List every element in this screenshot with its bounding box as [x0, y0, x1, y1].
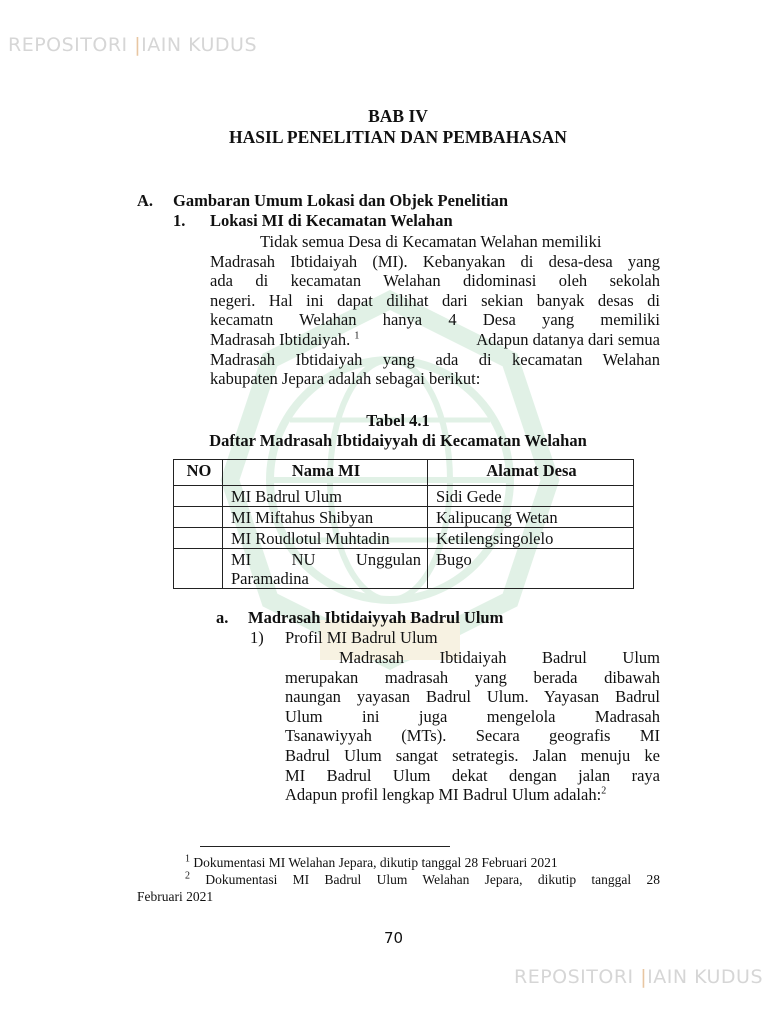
watermark-text: IAIN KUDUS: [141, 34, 258, 56]
section-title: Gambaran Umum Lokasi dan Objek Penelitian: [173, 191, 509, 210]
cell-nama: MI Roudlotul Muhtadin: [223, 528, 428, 549]
paragraph-line: [285, 785, 660, 805]
cell-alamat: Bugo: [428, 549, 634, 589]
paragraph-line: Madrasah Ibtidaiyah yang ada di kecamatan Welahan: [210, 349, 660, 369]
footnote-number: 2: [185, 870, 190, 882]
table-row: [174, 549, 634, 589]
subsection-title: Madrasah Ibtidaiyyah Badrul Ulum: [248, 608, 504, 627]
watermark-separator: |: [640, 966, 648, 988]
paragraph-line: Tidak semua Desa di Kecamatan Welahan memiliki: [260, 232, 602, 251]
item-marker: 1): [250, 628, 264, 647]
item-title: Profil MI Badrul Ulum: [285, 628, 438, 647]
paragraph-line: MI Badrul Ulum dekat dengan jalan raya: [285, 765, 660, 785]
paragraph-line: naungan yayasan Badrul Ulum. Yayasan Badrul: [285, 687, 660, 707]
chapter-heading: [0, 106, 768, 148]
paragraph-profile: [285, 648, 660, 805]
paragraph-line: merupakan madrasah yang berada dibawah: [285, 667, 660, 687]
table-row: [174, 486, 634, 507]
table-title: Daftar Madrasah Ibtidaiyyah di Kecamatan Welahan: [209, 431, 587, 450]
subsection-marker: a.: [216, 608, 229, 627]
madrasah-table: [173, 459, 634, 589]
cell-alamat: Ketilengsingolelo: [428, 528, 634, 549]
watermark-text: REPOSITORI: [8, 34, 128, 56]
paragraph-line: negeri. Hal ini dapat dilihat dari sekian banyak desas di: [210, 290, 660, 310]
paragraph-line: Madrasah Ibtidaiyah Badrul Ulum: [339, 648, 660, 667]
watermark-text: IAIN KUDUS: [647, 966, 764, 988]
footnote-text: Dokumentasi MI Badrul Ulum Welahan Jepara, dikutip tanggal 28: [205, 872, 661, 887]
footnote: [185, 854, 558, 871]
cell-nama: MI Badrul Ulum: [223, 486, 428, 507]
cell-no: [174, 486, 223, 507]
watermark-text: REPOSITORI: [514, 966, 634, 988]
paragraph-line: Ulum ini juga mengelola Madrasah: [285, 706, 660, 726]
paragraph-text: Madrasah Ibtidaiyah.: [210, 329, 351, 349]
column-header-no: NO: [174, 460, 223, 486]
table-row: [174, 528, 634, 549]
cell-no: [174, 507, 223, 528]
footnote-ref: 2: [601, 785, 607, 797]
footnote-ref: 1: [354, 330, 360, 342]
cell-no: [174, 549, 223, 589]
paragraph-line: ada di kecamatan Welahan didominasi oleh sekolah: [210, 271, 660, 291]
footnote-separator: [200, 846, 450, 847]
watermark-separator: |: [134, 34, 142, 56]
subsection-title: Lokasi MI di Kecamatan Welahan: [210, 211, 453, 230]
paragraph-line: kabupaten Jepara adalah sebagai berikut:: [210, 369, 481, 389]
paragraph-text: Adapun profil lengkap MI Badrul Ulum adalah:: [285, 785, 602, 805]
paragraph-line: Madrasah Ibtidaiyah (MI). Kebanyakan di desa-desa yang: [210, 251, 660, 271]
section-marker: A.: [137, 191, 154, 210]
footnote: [137, 871, 660, 905]
column-header-nama: Nama MI: [223, 460, 428, 486]
table-header-row: [174, 460, 634, 486]
subsection-marker: 1.: [173, 211, 186, 230]
footnote-line: Februari 2021: [137, 889, 214, 904]
paragraph-line: Tsanawiyyah (MTs). Secara geografis MI: [285, 726, 660, 746]
cell-alamat: Sidi Gede: [428, 486, 634, 507]
paragraph-location: [210, 232, 660, 389]
chapter-label: BAB IV: [368, 106, 428, 126]
chapter-title: HASIL PENELITIAN DAN PEMBAHASAN: [229, 127, 567, 147]
footnote-text: Dokumentasi MI Welahan Jepara, dikutip tanggal 28 Februari 2021: [193, 855, 558, 870]
paragraph-line: kecamatn Welahan hanya 4 Desa yang memiliki: [210, 310, 660, 330]
table-caption: [170, 411, 626, 451]
cell-alamat: Kalipucang Wetan: [428, 507, 634, 528]
column-header-alamat: Alamat Desa: [428, 460, 634, 486]
cell-nama: MI NU Unggulan Paramadina: [223, 549, 428, 589]
table-number: Tabel 4.1: [366, 411, 430, 430]
page-number: 70: [384, 929, 404, 947]
watermark-bottom: [514, 966, 763, 988]
footnote-line: [137, 871, 660, 888]
footnote-number: 1: [185, 853, 190, 865]
paragraph-line: Badrul Ulum sangat setrategis. Jalan menuju ke: [285, 745, 660, 765]
table-row: [174, 507, 634, 528]
watermark-top: [8, 34, 257, 56]
paragraph-line: [210, 330, 660, 350]
paragraph-text: Adapun datanya dari semua: [476, 329, 660, 349]
cell-nama: MI Miftahus Shibyan: [223, 507, 428, 528]
cell-no: [174, 528, 223, 549]
